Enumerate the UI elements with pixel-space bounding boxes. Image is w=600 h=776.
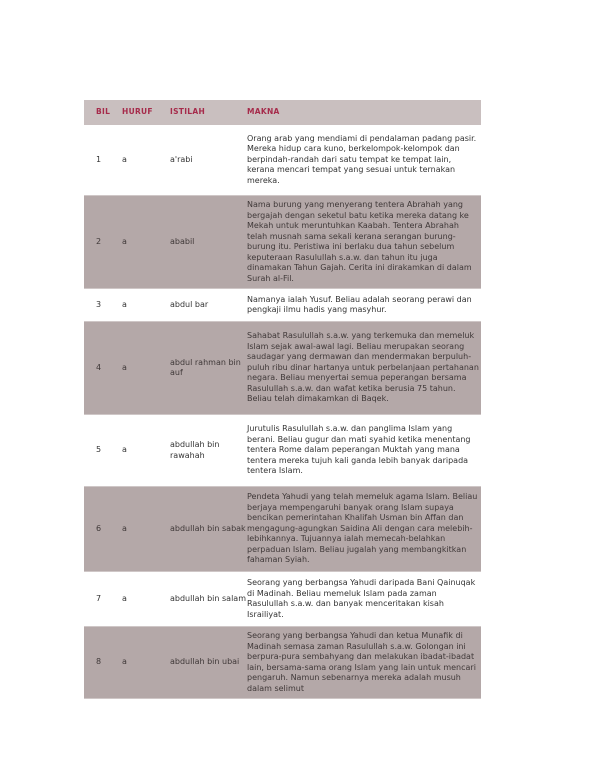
table-row xyxy=(84,487,481,572)
header-istilah: ISTILAH xyxy=(170,107,206,117)
row-bil: 2 xyxy=(96,236,102,246)
row-huruf: a xyxy=(122,523,127,533)
row-bil: 3 xyxy=(96,299,102,309)
table-row xyxy=(84,196,481,289)
row-huruf: a xyxy=(122,657,127,667)
row-istilah: abdullah bin rawahah xyxy=(170,440,220,460)
row-istilah: abdul bar xyxy=(170,299,209,309)
row-makna: Nama burung yang menyerang tentera Abrahah yang bergajah dengan seketul batu ketika mereka datang ke Mekah untuk meruntuhkan Kaabah. Tentera Abrahah telah musnah sama sekali kerana serangan burung-burung itu. Peristiwa ini berlaku dua tahun sebelum keputeraan Rasulullah s.a.w. dan tahun itu juga dinamakan Tahun Gajah. Cerita ini dirakamkan di dalam Surah al-Fil. xyxy=(247,200,472,283)
row-huruf: a xyxy=(122,593,127,603)
row-istilah: abdullah bin salam xyxy=(170,593,246,603)
row-istilah: abdul rahman bin auf xyxy=(170,357,241,377)
row-bil: 4 xyxy=(96,362,102,372)
row-istilah: ababil xyxy=(170,236,195,246)
row-makna: Sahabat Rasulullah s.a.w. yang terkemuka dan memeluk Islam sejak awal-awal lagi. Beliau merupakan seorang saudagar yang dermawan dan mendermakan berpuluh-puluh ribu dinar hartanya untuk perbelanjaan pertahanan negara. Beliau menyertai semua peperangan bersama Rasulullah s.a.w. dan wafat ketika berusia 75 tahun. Beliau telah dimakamkan di Baqek. xyxy=(247,331,479,404)
header-makna: MAKNA xyxy=(247,107,280,117)
row-istilah: a'rabi xyxy=(170,154,193,164)
glossary-table xyxy=(84,100,481,699)
row-huruf: a xyxy=(122,299,127,309)
table-row xyxy=(84,415,481,487)
table-header-row xyxy=(84,100,481,125)
row-makna: Pendeta Yahudi yang telah memeluk agama Islam. Beliau berjaya mempengaruhi banyak orang Islam supaya bencikan pemerintahan Khalifah Usman bin Affan dan mengagung-agungkan Saidina Ali dengan cara melebih-lebihkannya. Tujuannya ialah memecah-belahkan perpaduan Islam. Beliau jugalah yang membangkitkan fahaman Syiah. xyxy=(247,492,478,565)
table-row xyxy=(84,572,481,627)
header-huruf: HURUF xyxy=(122,107,153,117)
row-bil: 1 xyxy=(96,154,102,164)
row-istilah: abdullah bin ubai xyxy=(170,657,240,667)
row-makna: Seorang yang berbangsa Yahudi dan ketua Munafik di Madinah semasa zaman Rasulullah s.a.w. Golongan ini berpura-pura sembahyang dan melakukan ibadat-ibadat lain, bersama-sama orang Islam yang lain untuk mencari pengaruh. Namun sebenarnya mereka adalah musuh dalam selimut xyxy=(247,631,476,693)
row-huruf: a xyxy=(122,362,127,372)
row-huruf: a xyxy=(122,445,127,455)
row-bil: 7 xyxy=(96,593,102,603)
row-bil: 6 xyxy=(96,523,102,533)
row-makna: Seorang yang berbangsa Yahudi daripada Bani Qainuqak di Madinah. Beliau memeluk Islam pada zaman Rasulullah s.a.w. dan banyak menceritakan kisah Israiliyat. xyxy=(247,578,476,619)
row-bil: 5 xyxy=(96,445,102,455)
header-bil: BIL xyxy=(96,107,111,117)
row-huruf: a xyxy=(122,236,127,246)
row-istilah: abdullah bin sabak xyxy=(170,523,246,533)
row-makna: Namanya ialah Yusuf. Beliau adalah seorang perawi dan pengkaji ilmu hadis yang masyhur. xyxy=(247,294,472,314)
row-makna: Orang arab yang mendiami di pendalaman padang pasir. Mereka hidup cara kuno, berkelompok-kelompok dan berpindah-randah dari satu tempat ke tempat lain, kerana mencari tempat yang sesuai untuk ternakan mereka. xyxy=(247,133,477,185)
table-row xyxy=(84,289,481,322)
row-makna: Jurutulis Rasulullah s.a.w. dan panglima Islam yang berani. Beliau gugur dan mati syahid ketika menentang tentera Rome dalam peperangan Muktah yang mana tentera mereka tujuh kali ganda lebih banyak daripada tentera Islam. xyxy=(247,424,471,476)
row-bil: 8 xyxy=(96,657,102,667)
table-row xyxy=(84,322,481,415)
table-row xyxy=(84,627,481,699)
table-row xyxy=(84,125,481,196)
row-huruf: a xyxy=(122,154,127,164)
